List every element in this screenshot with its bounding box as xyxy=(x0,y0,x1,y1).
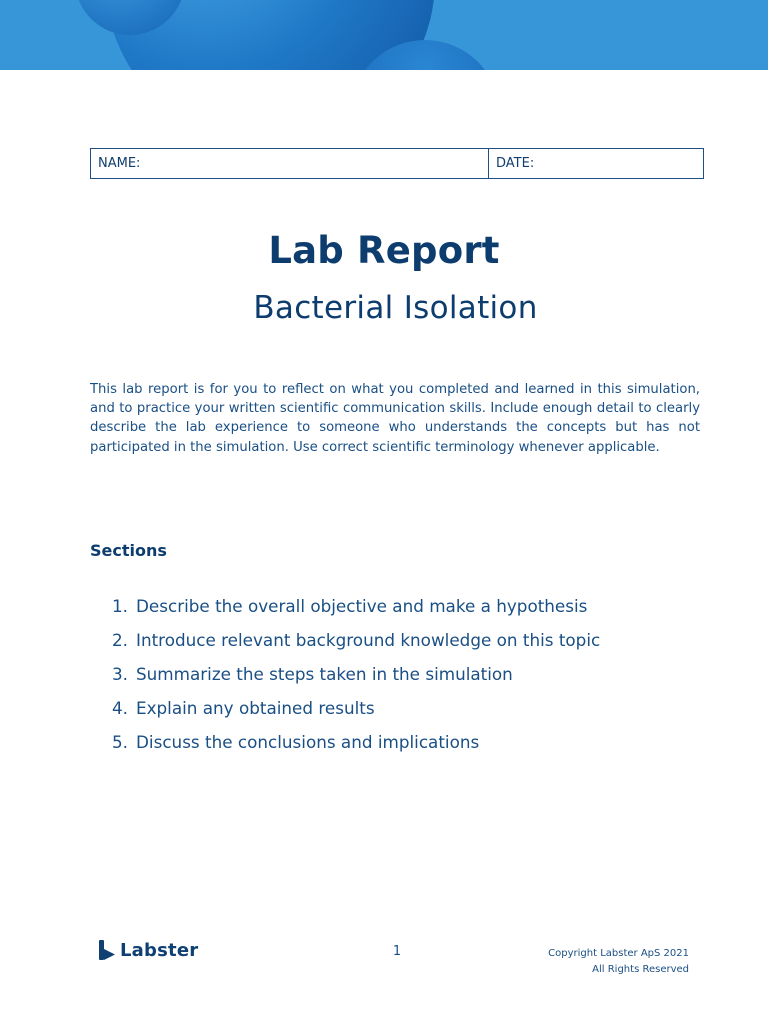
page-subtitle: Bacterial Isolation xyxy=(253,290,538,326)
name-date-table xyxy=(90,148,704,179)
header-decoration xyxy=(0,0,768,70)
sections-heading: Sections xyxy=(90,541,167,560)
logo-wordmark: Labster xyxy=(120,939,199,961)
date-field[interactable] xyxy=(489,149,703,178)
name-label: NAME: xyxy=(98,156,141,171)
list-item-text: Summarize the steps taken in the simulation xyxy=(136,664,513,684)
copyright-notice xyxy=(548,946,689,978)
list-item-text: Discuss the conclusions and implications xyxy=(136,732,480,752)
list-item-text: Introduce relevant background knowledge on this topic xyxy=(136,630,601,650)
list-item-number: 3. xyxy=(112,664,129,684)
list-item xyxy=(112,698,600,732)
name-input[interactable] xyxy=(146,149,488,178)
date-label: DATE: xyxy=(496,156,535,171)
name-field[interactable] xyxy=(91,149,489,178)
list-item xyxy=(112,630,600,664)
list-item-number: 1. xyxy=(112,596,129,616)
list-item-number: 5. xyxy=(112,732,129,752)
intro-paragraph: This lab report is for you to reflect on what you completed and learned in this simulation, and to practice your written scientific communication skills. Include enough detail to clearly describe the lab experience to someone who understands the concepts but has not participated in the simulation. Use correct scientific terminology whenever applicable. xyxy=(90,382,700,455)
copyright-line: Copyright Labster ApS 2021 xyxy=(548,948,689,959)
rights-line: All Rights Reserved xyxy=(592,964,689,975)
header-banner xyxy=(0,0,768,70)
list-item xyxy=(112,732,600,766)
date-input[interactable] xyxy=(540,149,703,178)
page-number: 1 xyxy=(392,944,402,959)
list-item xyxy=(112,664,600,698)
sections-list xyxy=(112,596,600,766)
list-item-text: Explain any obtained results xyxy=(136,698,375,718)
list-item-text: Describe the overall objective and make a hypothesis xyxy=(136,596,588,616)
page-title: Lab Report xyxy=(268,229,500,272)
list-item-number: 2. xyxy=(112,630,129,650)
labster-logo-icon xyxy=(98,939,116,961)
footer-logo xyxy=(98,939,198,961)
list-item xyxy=(112,596,600,630)
list-item-number: 4. xyxy=(112,698,129,718)
